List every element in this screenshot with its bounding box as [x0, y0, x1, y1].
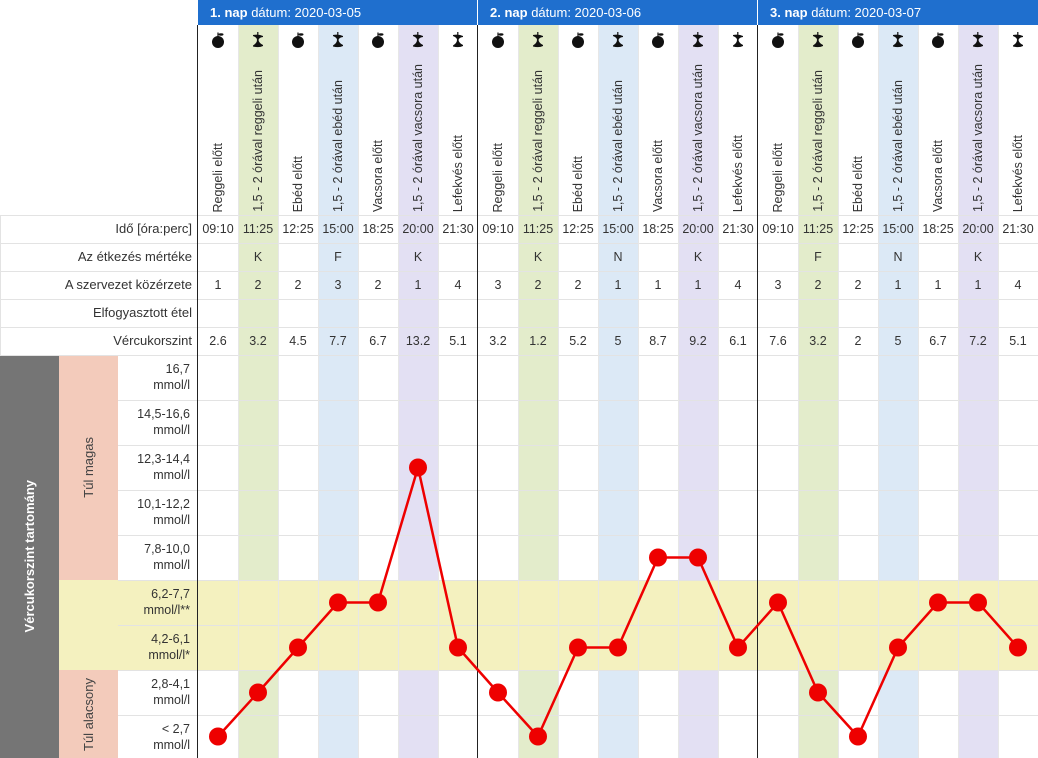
cell-glucose: 2.6 — [209, 334, 227, 348]
range-label-value: 10,1-12,2 — [137, 497, 190, 511]
cell-feeling: 2 — [534, 278, 542, 292]
glucose-data-point — [889, 639, 907, 657]
glucose-data-point — [809, 684, 827, 702]
cell-intake: K — [693, 250, 703, 264]
cell-feeling: 2 — [574, 278, 582, 292]
column-label-text: Lefekvés előtt — [451, 134, 465, 212]
range-label-value: < 2,7 — [161, 722, 190, 736]
cell-glucose: 5.1 — [449, 334, 467, 348]
column-label-text: Reggeli előtt — [771, 142, 785, 212]
cell-intake: K — [973, 250, 983, 264]
cell-glucose: 6.7 — [929, 334, 947, 348]
cell-glucose: 5 — [614, 334, 622, 348]
cell-feeling: 1 — [894, 278, 902, 292]
cell-time: 18:25 — [642, 222, 674, 236]
cell-time: 21:30 — [722, 222, 754, 236]
group-label-high-text: Túl magas — [81, 437, 96, 498]
cell-feeling: 2 — [814, 278, 822, 292]
column-label-text: Vacsora előtt — [931, 139, 945, 212]
cell-glucose: 13.2 — [405, 334, 431, 348]
glucose-data-point — [249, 684, 267, 702]
cell-intake: N — [613, 250, 623, 264]
cell-feeling: 1 — [694, 278, 702, 292]
range-label-unit: mmol/l — [153, 738, 190, 752]
cell-glucose: 7.6 — [769, 334, 787, 348]
cell-intake: K — [253, 250, 263, 264]
range-label-unit: mmol/l — [153, 468, 190, 482]
glucose-data-point — [729, 639, 747, 657]
cell-feeling: 2 — [374, 278, 382, 292]
column-label-text: 1,5 - 2 órával ebéd után — [891, 79, 905, 212]
cell-time: 18:25 — [922, 222, 954, 236]
cell-glucose: 1.2 — [529, 334, 547, 348]
range-label-unit: mmol/l — [153, 378, 190, 392]
range-label-value: 4,2-6,1 — [151, 632, 190, 646]
row-label-food: Elfogyasztott étel — [93, 305, 192, 320]
cell-feeling: 2 — [254, 278, 262, 292]
column-label-text: Lefekvés előtt — [1011, 134, 1025, 212]
cell-feeling: 4 — [734, 278, 742, 292]
cell-feeling: 4 — [454, 278, 462, 292]
cell-time: 21:30 — [442, 222, 474, 236]
cell-feeling: 2 — [294, 278, 302, 292]
cell-glucose: 3.2 — [489, 334, 507, 348]
cell-feeling: 1 — [414, 278, 422, 292]
row-label-feeling: A szervezet közérzete — [64, 277, 192, 292]
glucose-data-point — [769, 594, 787, 612]
cell-intake: K — [533, 250, 543, 264]
range-label-unit: mmol/l — [153, 693, 190, 707]
cell-time: 15:00 — [882, 222, 914, 236]
glucose-data-point — [689, 549, 707, 567]
range-label-value: 7,8-10,0 — [144, 542, 190, 556]
cell-time: 11:25 — [522, 222, 554, 236]
cell-glucose: 9.2 — [689, 334, 707, 348]
range-label-unit: mmol/l** — [143, 603, 190, 617]
cell-time: 18:25 — [362, 222, 394, 236]
column-label-text: 1,5 - 2 órával ebéd után — [611, 79, 625, 212]
cell-glucose: 8.7 — [649, 334, 667, 348]
column-label-text: Ebéd előtt — [851, 155, 865, 212]
day-date: dátum: 2020-03-06 — [531, 5, 642, 20]
cell-time: 15:00 — [602, 222, 634, 236]
column-label-text: 1,5 - 2 órával reggeli után — [811, 70, 825, 212]
column-label-text: 1,5 - 2 órával reggeli után — [531, 70, 545, 212]
cell-glucose: 6.7 — [369, 334, 387, 348]
cell-feeling: 3 — [334, 278, 342, 292]
glucose-data-point — [409, 459, 427, 477]
cell-feeling: 1 — [654, 278, 662, 292]
glucose-data-point — [969, 594, 987, 612]
cell-glucose: 5.1 — [1009, 334, 1027, 348]
cell-time: 11:25 — [802, 222, 834, 236]
cell-intake: F — [334, 250, 342, 264]
cell-glucose: 3.2 — [249, 334, 267, 348]
cell-glucose: 5.2 — [569, 334, 587, 348]
cell-time: 20:00 — [402, 222, 434, 236]
glucose-data-point — [929, 594, 947, 612]
cell-feeling: 1 — [614, 278, 622, 292]
glucose-data-point — [609, 639, 627, 657]
column-label-text: 1,5 - 2 órával ebéd után — [331, 79, 345, 212]
cell-time: 12:25 — [282, 222, 314, 236]
range-label-value: 16,7 — [165, 362, 190, 376]
cell-time: 11:25 — [242, 222, 274, 236]
day-label: 1. nap — [210, 5, 248, 20]
row-label-glucose: Vércukorszint — [113, 333, 192, 348]
column-label-text: 1,5 - 2 órával vacsora után — [691, 64, 705, 212]
row-label-time: Idő [óra:perc] — [115, 221, 192, 236]
cell-intake: K — [413, 250, 423, 264]
cell-glucose: 4.5 — [289, 334, 307, 348]
cell-feeling: 1 — [214, 278, 222, 292]
column-label-text: Ebéd előtt — [291, 155, 305, 212]
column-label-text: 1,5 - 2 órával vacsora után — [411, 64, 425, 212]
cell-feeling: 4 — [1014, 278, 1022, 292]
cell-glucose: 6.1 — [729, 334, 747, 348]
cell-intake: N — [893, 250, 903, 264]
cell-time: 09:10 — [202, 222, 234, 236]
glucose-data-point — [1009, 639, 1027, 657]
column-label-text: Reggeli előtt — [491, 142, 505, 212]
day-date: dátum: 2020-03-05 — [251, 5, 362, 20]
cell-time: 21:30 — [1002, 222, 1034, 236]
cell-glucose: 2 — [854, 334, 862, 348]
cell-feeling: 1 — [934, 278, 942, 292]
column-label-text: 1,5 - 2 órával reggeli után — [251, 70, 265, 212]
glucose-data-point — [289, 639, 307, 657]
column-label-text: Lefekvés előtt — [731, 134, 745, 212]
range-label-value: 12,3-14,4 — [137, 452, 190, 466]
range-label-unit: mmol/l — [153, 513, 190, 527]
cell-intake: F — [814, 250, 822, 264]
day-label: 2. nap — [490, 5, 528, 20]
glucose-data-point — [849, 728, 867, 746]
cell-time: 20:00 — [962, 222, 994, 236]
group-label-low-text: Túl alacsony — [81, 677, 96, 751]
column-label-text: Vacsora előtt — [651, 139, 665, 212]
cell-time: 09:10 — [482, 222, 514, 236]
range-label-unit: mmol/l — [153, 558, 190, 572]
cell-time: 09:10 — [762, 222, 794, 236]
glucose-data-point — [449, 639, 467, 657]
column-label-text: 1,5 - 2 órával vacsora után — [971, 64, 985, 212]
glucose-data-point — [569, 639, 587, 657]
column-label-text: Vacsora előtt — [371, 139, 385, 212]
cell-glucose: 7.2 — [969, 334, 987, 348]
cell-feeling: 1 — [974, 278, 982, 292]
glucose-data-point — [209, 728, 227, 746]
glucose-data-point — [489, 684, 507, 702]
cell-time: 15:00 — [322, 222, 354, 236]
glucose-data-point — [529, 728, 547, 746]
cell-glucose: 3.2 — [809, 334, 827, 348]
range-label-value: 2,8-4,1 — [151, 677, 190, 691]
cell-feeling: 3 — [774, 278, 782, 292]
cell-feeling: 2 — [854, 278, 862, 292]
cell-glucose: 7.7 — [329, 334, 347, 348]
cell-time: 12:25 — [842, 222, 874, 236]
cell-time: 12:25 — [562, 222, 594, 236]
row-label-intake: Az étkezés mértéke — [77, 249, 192, 264]
column-label-text: Ebéd előtt — [571, 155, 585, 212]
cell-feeling: 3 — [494, 278, 502, 292]
cell-glucose: 5 — [894, 334, 902, 348]
glucose-data-point — [649, 549, 667, 567]
column-label-text: Reggeli előtt — [211, 142, 225, 212]
day-date: dátum: 2020-03-07 — [811, 5, 922, 20]
range-label-value: 14,5-16,6 — [137, 407, 190, 421]
y-axis-title-text: Vércukorszint tartomány — [22, 480, 37, 633]
range-label-value: 6,2-7,7 — [151, 587, 190, 601]
glucose-data-point — [369, 594, 387, 612]
cell-time: 20:00 — [682, 222, 714, 236]
range-label-unit: mmol/l — [153, 423, 190, 437]
glucose-data-point — [329, 594, 347, 612]
range-label-unit: mmol/l* — [148, 648, 190, 662]
day-label: 3. nap — [770, 5, 808, 20]
